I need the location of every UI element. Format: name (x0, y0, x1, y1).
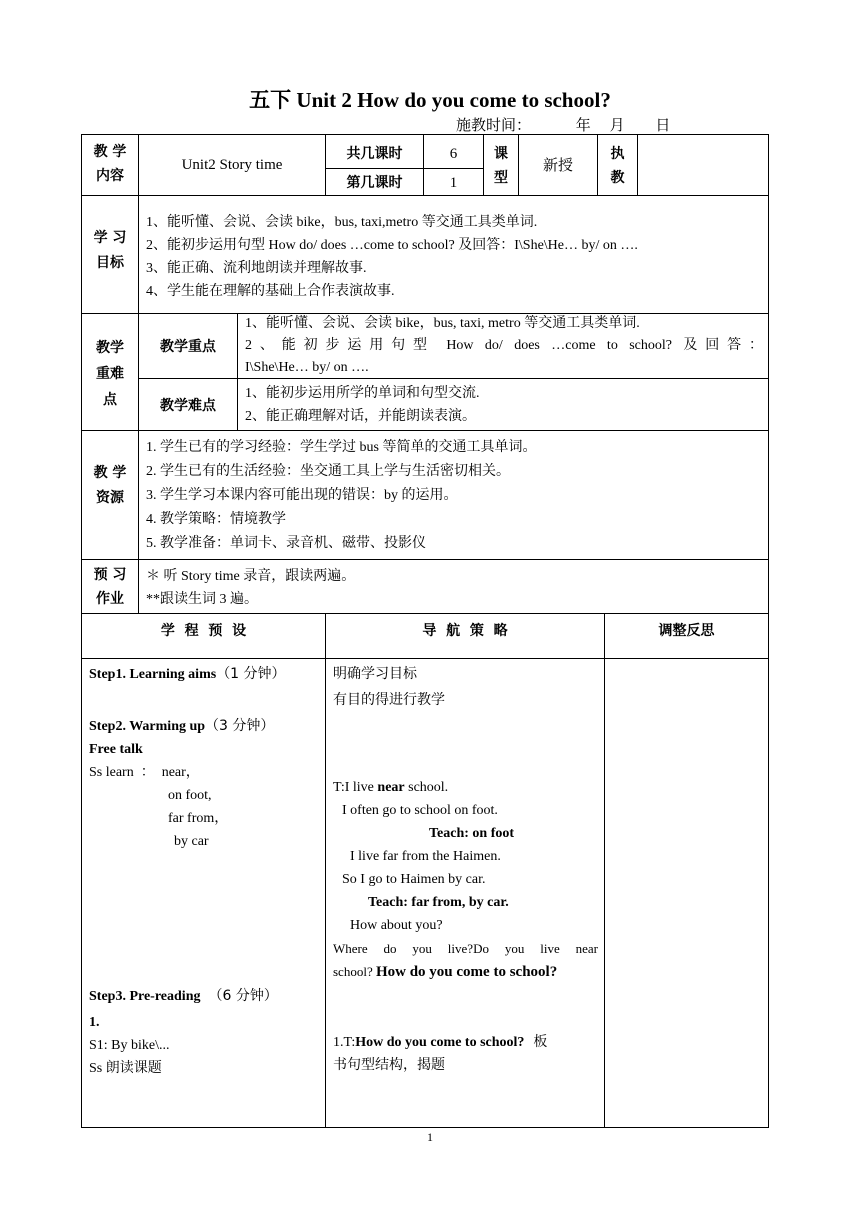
teach-time-month: 月 (609, 116, 625, 134)
preview-label: 预 习 作业 (93, 567, 127, 607)
strategy-line: 书句型结构，揭题 (333, 1057, 445, 1073)
resource-item: 3. 学生学习本课内容可能出现的错误：by 的运用。 (146, 488, 458, 503)
lesson-type-value: 新授 (542, 156, 573, 174)
teach-time (456, 114, 670, 135)
process-header-reflection: 调整反思 (658, 623, 715, 639)
lesson-type-label: 课 型 (494, 146, 508, 186)
step2-title: Step2. Warming up (89, 719, 206, 734)
teacher-label: 执 教 (610, 146, 625, 186)
resource-item: 4. 教学策略：情境教学 (146, 512, 286, 527)
resources-label: 教 学 资源 (93, 465, 127, 506)
strategy-line: 明确学习目标 (333, 666, 417, 682)
document-title: 五下 Unit 2 How do you come to school? (249, 88, 611, 112)
objective-item: 1、能听懂、会说、会读 bike，bus, taxi,metro 等交通工具类单词. (146, 215, 538, 230)
preview-item: ＊ 听 Story time 录音，跟读两遍。 (146, 569, 356, 584)
free-talk: Free talk (89, 742, 143, 757)
t-live-line: T:I live near school. (333, 780, 449, 795)
word-item: far from， (168, 811, 229, 826)
step2-line (89, 715, 325, 738)
step3-num: 1. (89, 1015, 100, 1030)
lesson-number-label: 第几课时 (346, 175, 403, 191)
school-question-line: school? How do you come to school? (333, 964, 558, 980)
preview-list (146, 565, 766, 611)
focus-list (245, 313, 763, 379)
difficulty-item: 1、能初步运用所学的单词和句型交流. (245, 386, 480, 401)
focus-item: I\She\He… by/ on …. (245, 360, 369, 375)
strategy-line: So I go to Haimen by car. (342, 872, 486, 887)
teach-point: Teach: far from, by car. (368, 895, 509, 910)
s1-answer: S1: By bike\... (89, 1038, 170, 1053)
focus-item: 1、能听懂、会说、会读 bike，bus, taxi, metro 等交通工具类单词. (245, 316, 640, 331)
focus-item: 2、能初步运用句型 How do/ does …come to school? 及回答： (245, 338, 763, 353)
word-item: by car (174, 834, 209, 849)
step3-line (89, 985, 325, 1008)
process-plan-column (89, 663, 325, 1080)
process-header-plan: 学 程 预 设 (160, 623, 247, 639)
step2-time: （3 分钟） (205, 718, 275, 734)
difficulty-item: 2、能正确理解对话，并能朗读表演。 (245, 409, 476, 424)
strategy-line: I often go to school on foot. (342, 803, 498, 818)
total-lessons-label: 共几课时 (346, 146, 403, 162)
lesson-number-value: 1 (449, 175, 458, 191)
strategy-line: How about you? (350, 918, 443, 933)
objective-item: 4、学生能在理解的基础上合作表演故事. (146, 284, 395, 299)
strategy-line: I live far from the Haimen. (350, 849, 501, 864)
difficulty-label: 教学难点 (160, 398, 216, 414)
objective-item: 3、能正确、流利地朗读并理解故事. (146, 261, 367, 276)
step1-title: Step1. Learning aims (89, 667, 217, 682)
objectives-label: 学 习 目标 (93, 230, 127, 271)
ss-learn: Ss learn ： near， (89, 765, 200, 780)
teach-time-label: 施教时间： (456, 116, 532, 134)
resource-item: 5. 教学准备：单词卡、录音机、磁带、投影仪 (146, 536, 426, 551)
focus-label: 教学重点 (160, 339, 216, 355)
page-number: 1 (427, 1130, 433, 1144)
word-item: on foot, (168, 788, 212, 803)
teach-time-year: 年 (575, 116, 591, 134)
preview-item: **跟读生词 3 遍。 (146, 592, 258, 607)
objectives-list (146, 211, 766, 303)
difficulty-list (245, 382, 763, 428)
resource-item: 1. 学生已有的学习经验：学生学过 bus 等简单的交通工具单词。 (146, 440, 537, 455)
teach-time-day: 日 (655, 116, 671, 134)
teach-point: Teach: on foot (429, 826, 515, 841)
step3-title: Step3. Pre-reading (89, 989, 201, 1004)
step3-time: （6 分钟） (208, 988, 278, 1004)
strategy-line: Where do you live?Do you live near (333, 941, 598, 956)
keypoints-label: 教学 重难 点 (96, 340, 124, 408)
resource-item: 2. 学生已有的生活经验：坐交通工具上学与生活密切相关。 (146, 464, 510, 479)
ss-read-title: Ss 朗读课题 (89, 1061, 162, 1076)
content-label: 教 学 内容 (93, 144, 127, 184)
step1-time: （1 分钟） (216, 666, 286, 682)
process-header-strategy: 导 航 策 略 (422, 623, 508, 639)
strategy-line: 有目的得进行教学 (333, 692, 445, 708)
resources-list (146, 436, 766, 556)
total-lessons-value: 6 (449, 146, 458, 162)
process-strategy-column (333, 663, 598, 1077)
step1-line (89, 663, 325, 686)
t2-line: 1.T:How do you come to school? 板 (333, 1034, 548, 1050)
content-value: Unit2 Story time (181, 157, 283, 173)
objective-item: 2、能初步运用句型 How do/ does …come to school? 及回答：I\She\He… by/ on …. (146, 238, 638, 253)
